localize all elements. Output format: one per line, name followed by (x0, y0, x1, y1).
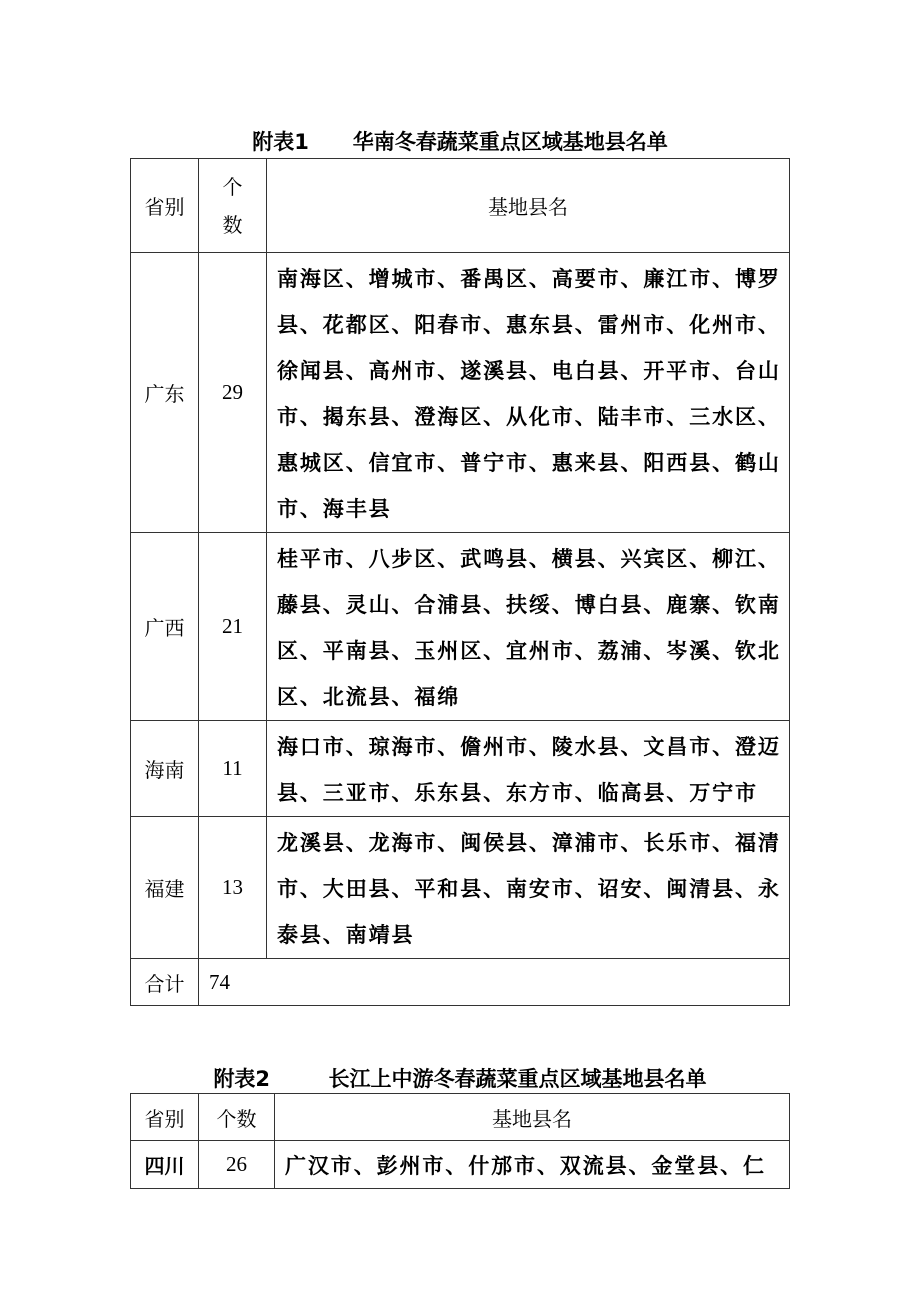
header-counties: 基地县名 (275, 1094, 790, 1141)
count-cell: 29 (199, 253, 267, 533)
total-row (131, 959, 790, 1006)
table1-header-row (131, 159, 790, 253)
province-cell: 广西 (131, 533, 199, 721)
province-cell: 海南 (131, 721, 199, 817)
table-row (131, 1141, 790, 1189)
table2-title: 附表2 长江上中游冬春蔬菜重点区域基地县名单 (213, 1067, 707, 1091)
counties-cell: 南海区、增城市、番禺区、高要市、廉江市、博罗县、花都区、阳春市、惠东县、雷州市、化州市、徐闻县、高州市、遂溪县、电白县、开平市、台山市、揭东县、澄海区、从化市、陆丰市、三水区、惠城区、信宜市、普宁市、惠来县、阳西县、鹤山市、海丰县 (267, 253, 790, 533)
table1-title: 附表1 华南冬春蔬菜重点区域基地县名单 (252, 130, 668, 154)
total-label: 合计 (131, 959, 199, 1006)
count-cell: 21 (199, 533, 267, 721)
table2-header-row (131, 1094, 790, 1141)
header-count: 个数 (199, 1094, 275, 1141)
count-cell: 13 (199, 817, 267, 959)
header-count-line1: 个 (222, 174, 243, 199)
table1 (130, 158, 790, 1006)
header-province: 省别 (131, 159, 199, 253)
province-cell: 四川 (131, 1141, 199, 1189)
counties-cell: 龙溪县、龙海市、闽侯县、漳浦市、长乐市、福清市、大田县、平和县、南安市、诏安、闽清县、永泰县、南靖县 (267, 817, 790, 959)
count-cell: 11 (199, 721, 267, 817)
province-cell: 广东 (131, 253, 199, 533)
table-row (131, 533, 790, 721)
counties-cell: 桂平市、八步区、武鸣县、横县、兴宾区、柳江、藤县、灵山、合浦县、扶绥、博白县、鹿寨、钦南区、平南县、玉州区、宜州市、荔浦、岑溪、钦北区、北流县、福绵 (267, 533, 790, 721)
table-row (131, 253, 790, 533)
total-value: 74 (199, 959, 790, 1006)
count-cell: 26 (199, 1141, 275, 1189)
table2 (130, 1093, 790, 1189)
table-row (131, 817, 790, 959)
header-counties: 基地县名 (267, 159, 790, 253)
header-count-line2: 数 (222, 212, 243, 237)
table-row (131, 721, 790, 817)
counties-cell: 广汉市、彭州市、什邡市、双流县、金堂县、仁 (275, 1141, 790, 1189)
counties-cell: 海口市、琼海市、儋州市、陵水县、文昌市、澄迈县、三亚市、乐东县、东方市、临高县、万宁市 (267, 721, 790, 817)
province-cell: 福建 (131, 817, 199, 959)
header-province: 省别 (131, 1094, 199, 1141)
header-count (199, 159, 267, 253)
